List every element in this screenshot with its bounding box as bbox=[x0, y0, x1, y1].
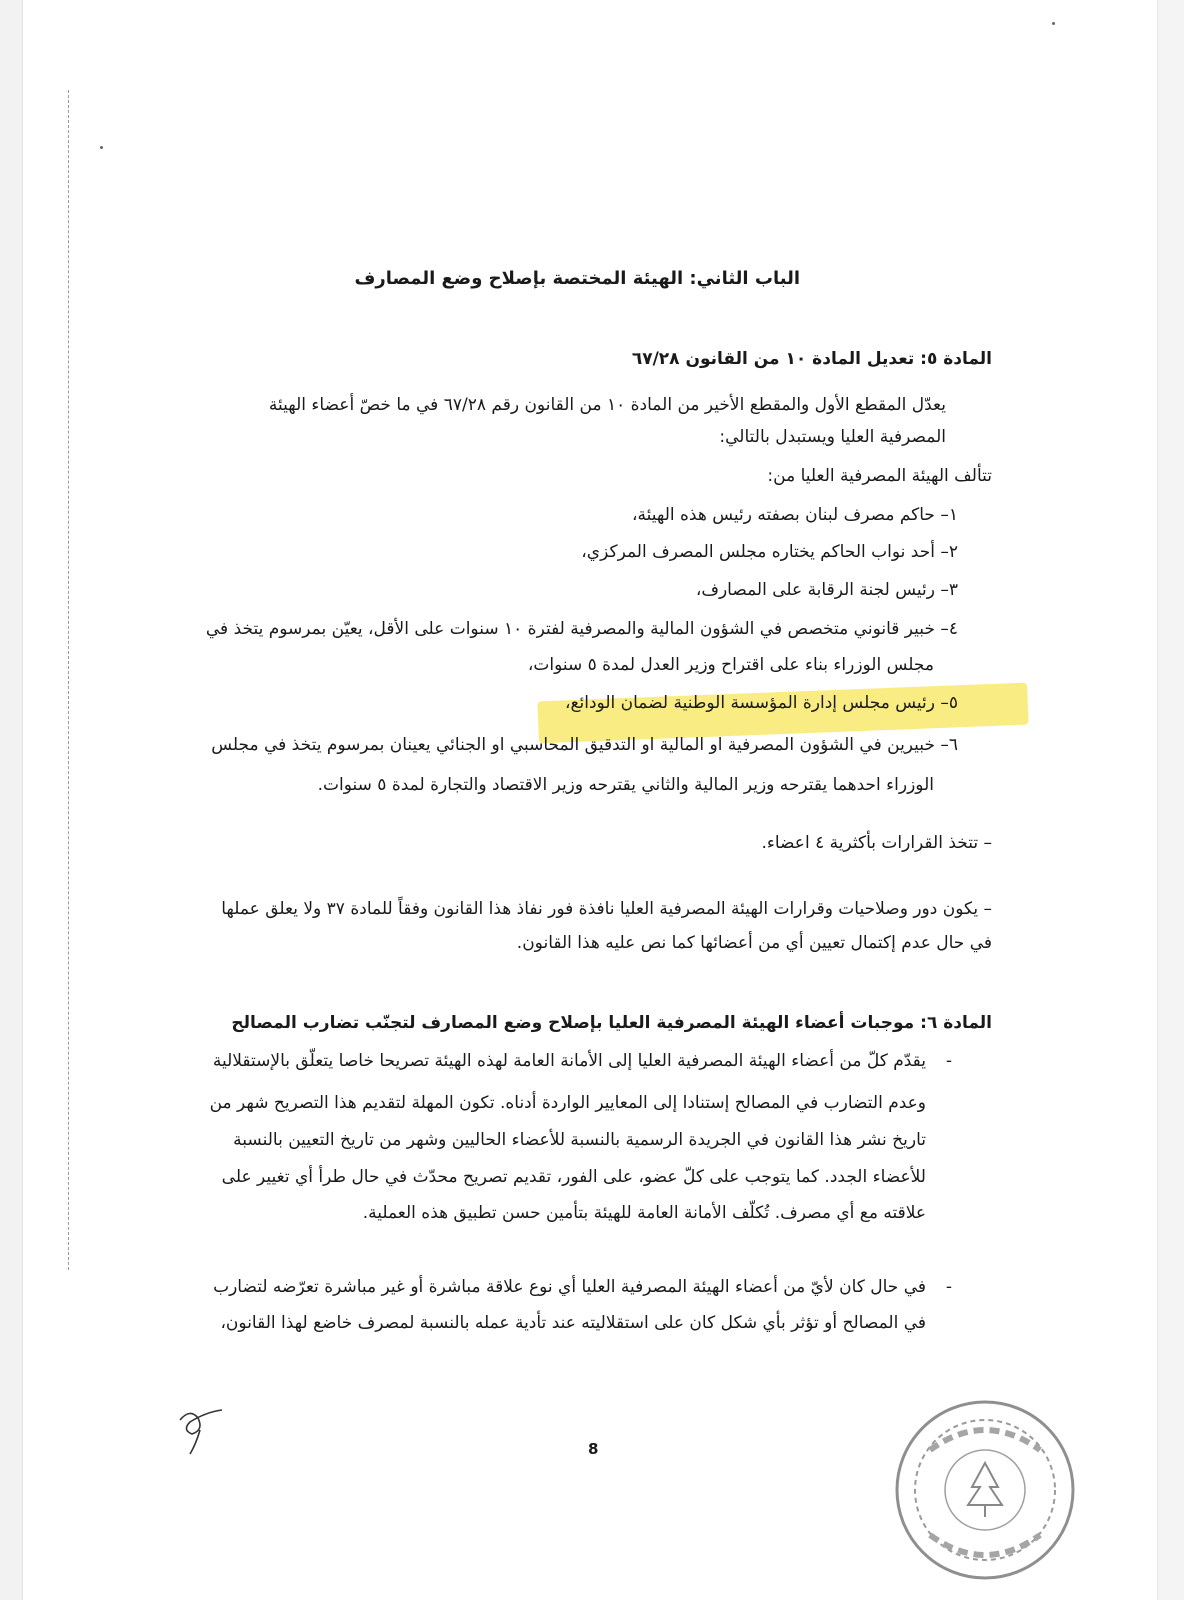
list-item-4-line1: ٤– خبير قانوني متخصص في الشؤون المالية والمصرفية لفترة ١٠ سنوات على الأقل، يعيّن بمرسوم يتخذ في bbox=[205, 619, 958, 639]
list-item-2: ٢– أحد نواب الحاكم يختاره مجلس المصرف المركزي، bbox=[581, 542, 958, 562]
role-clause-line1: – يكون دور وصلاحيات وقرارات الهيئة المصرفية العليا نافذة فور نفاذ هذا القانون وفقاً للمادة ٣٧ ولا يعلق عملها bbox=[221, 899, 992, 919]
article6-p2-line1: في حال كان لأيّ من أعضاء الهيئة المصرفية العليا أي نوع علاقة مباشرة أو غير مباشرة تعرّضه لتضارب bbox=[213, 1277, 926, 1297]
article6-p2-line2: في المصالح أو تؤثر بأي شكل كان على استقلاليته عند تأدية عمله بالنسبة لمصرف خاضع لهذا القانون، bbox=[220, 1313, 926, 1333]
article5-intro-line1: يعدّل المقطع الأول والمقطع الأخير من المادة ١٠ من القانون رقم ٦٧/٢٨ في ما خصّ أعضاء الهيئة bbox=[268, 395, 946, 415]
chapter-title: الباب الثاني: الهيئة المختصة بإصلاح وضع المصارف bbox=[354, 268, 800, 289]
list-item-6-line1: ٦– خبيرين في الشؤون المصرفية او المالية او التدقيق المحاسبي او الجنائي يعينان بمرسوم يتخذ في مجلس bbox=[211, 735, 958, 755]
article6-p1-line3: تاريخ نشر هذا القانون في الجريدة الرسمية بالنسبة للأعضاء الحاليين وشهر من تاريخ التعيين بالنسبة bbox=[233, 1130, 926, 1150]
list-item-6-line2: الوزراء احدهما يقترحه وزير المالية والثاني يقترحه وزير الاقتصاد والتجارة لمدة ٥ سنوات. bbox=[317, 775, 934, 795]
list-item-5: ٥– رئيس مجلس إدارة المؤسسة الوطنية لضمان الودائع، bbox=[564, 693, 958, 713]
decisions-clause: – تتخذ القرارات بأكثرية ٤ اعضاء. bbox=[761, 833, 992, 853]
article5-title: المادة ٥: تعديل المادة ١٠ من القانون ٦٧/٢٨ bbox=[631, 349, 992, 369]
bullet-marker: - bbox=[945, 1277, 952, 1297]
signature-mark bbox=[170, 1400, 240, 1460]
role-clause-line2: في حال عدم إكتمال تعيين أي من أعضائها كما نص عليه هذا القانون. bbox=[516, 933, 992, 953]
bullet-marker: - bbox=[945, 1051, 952, 1071]
article6-p1-line1: يقدّم كلّ من أعضاء الهيئة المصرفية العليا إلى الأمانة العامة لهذه الهيئة تصريحا خاصا يتعلّق بالإستقلالية bbox=[212, 1051, 926, 1071]
article6-p1-line5: علاقته مع أي مصرف. تُكلّف الأمانة العامة للهيئة بتأمين حسن تطبيق هذه العملية. bbox=[362, 1203, 926, 1223]
article6-title: المادة ٦: موجبات أعضاء الهيئة المصرفية العليا بإصلاح وضع المصارف لتجنّب تضارب المصالح bbox=[231, 1013, 992, 1033]
list-item-1: ١– حاكم مصرف لبنان بصفته رئيس هذه الهيئة، bbox=[632, 505, 958, 525]
official-seal bbox=[890, 1395, 1080, 1585]
article5-intro-line2: المصرفية العليا ويستبدل بالتالي: bbox=[719, 427, 946, 447]
list-item-4-line2: مجلس الوزراء بناء على اقتراح وزير العدل لمدة ٥ سنوات، bbox=[527, 655, 934, 675]
page-number: 8 bbox=[588, 1440, 599, 1458]
article6-p1-line4: للأعضاء الجدد. كما يتوجب على كلّ عضو، على الفور، تقديم تصريح محدّث في حال طرأ أي تغيير على bbox=[221, 1167, 926, 1187]
list-item-3: ٣– رئيس لجنة الرقابة على المصارف، bbox=[695, 580, 958, 600]
article6-p1-line2: وعدم التضارب في المصالح إستنادا إلى المعايير الواردة أدناه. تكون المهلة لتقديم هذا التصريح شهر من bbox=[209, 1093, 926, 1113]
composition-heading: تتألف الهيئة المصرفية العليا من: bbox=[767, 466, 992, 486]
